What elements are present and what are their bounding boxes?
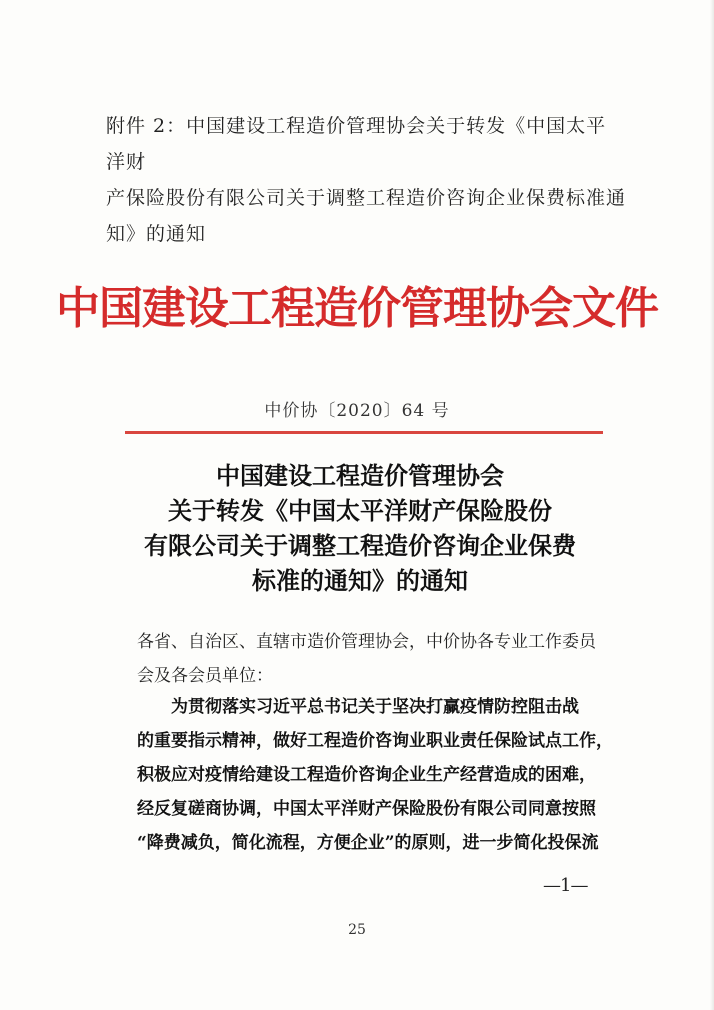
document-title-line: 关于转发《中国太平洋财产保险股份 <box>168 496 552 525</box>
salutation-line: 会及各会员单位： <box>137 666 273 686</box>
attachment-heading <box>106 108 626 252</box>
salutation <box>137 625 607 693</box>
salutation-line: 各省、自治区、直辖市造价管理协会，中价协各专业工作委员 <box>137 632 596 652</box>
attachment-heading-line: 附件 2：中国建设工程造价管理协会关于转发《中国太平洋财 <box>106 115 607 173</box>
body-line: 为贯彻落实习近平总书记关于坚决打赢疫情防控阻击战 <box>137 697 579 717</box>
document-title <box>120 458 600 598</box>
red-divider-line <box>125 431 603 434</box>
body-line: 的重要指示精神，做好工程造价咨询业职业责任保险试点工作， <box>137 731 613 751</box>
document-title-line: 中国建设工程造价管理协会 <box>216 461 504 490</box>
body-paragraph <box>137 690 613 860</box>
page-marker: —1— <box>543 875 588 896</box>
attachment-heading-line: 知》的通知 <box>106 223 207 245</box>
page-number: 25 <box>348 922 366 938</box>
body-line: 积极应对疫情给建设工程造价咨询企业生产经营造成的困难， <box>137 765 596 785</box>
body-line: “降费减负，简化流程，方便企业”的原则，进一步简化投保流 <box>137 833 599 853</box>
letterhead-title: 中国建设工程造价管理协会文件 <box>56 283 658 334</box>
document-title-line: 有限公司关于调整工程造价咨询企业保费 <box>144 531 576 560</box>
scan-edge-shadow <box>710 0 714 1010</box>
attachment-heading-line: 产保险股份有限公司关于调整工程造价咨询企业保费标准通 <box>106 187 627 209</box>
body-line: 经反复磋商协调，中国太平洋财产保险股份有限公司同意按照 <box>137 799 596 819</box>
document-title-line: 标准的通知》的通知 <box>252 566 468 595</box>
document-number: 中价协〔2020〕64 号 <box>264 401 450 421</box>
